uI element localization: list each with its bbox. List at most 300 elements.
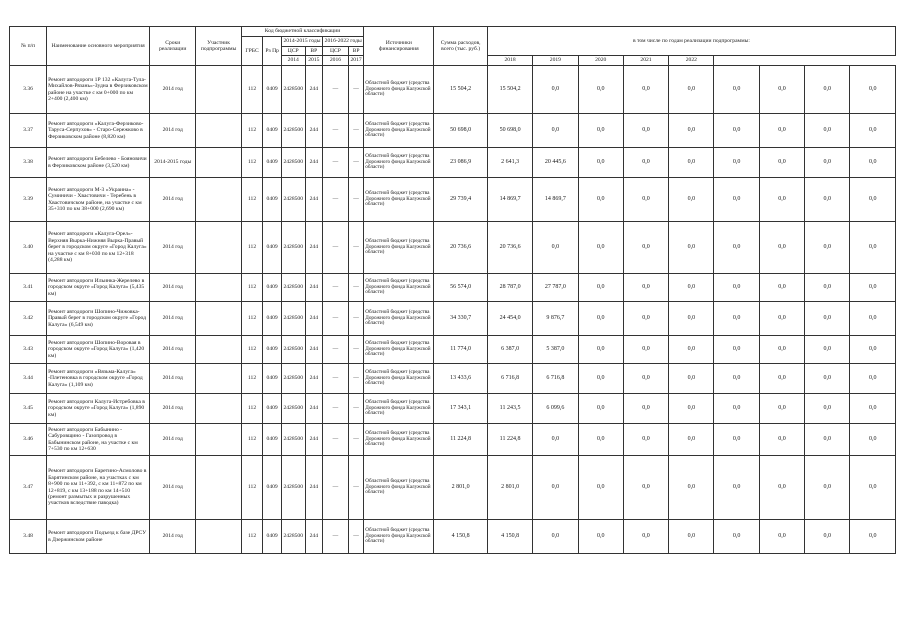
row-year-2015: 9 876,7	[533, 302, 578, 336]
header-sources: Источники финансирования	[364, 27, 434, 66]
row-source: Областной бюджет (средства Дорожного фонда Калужской области)	[364, 364, 434, 394]
row-vr: 244	[305, 424, 323, 456]
row-year-2016: 0,0	[578, 520, 623, 554]
row-source: Областной бюджет (средства Дорожного фонда Калужской области)	[364, 66, 434, 114]
row-vr-2: —	[348, 222, 363, 274]
row-year-2017: 0,0	[623, 274, 668, 302]
row-vr: 244	[305, 336, 323, 364]
row-name: Ремонт автодороги Бабынино - Сабуровщино - Газопровод в Бабынинском районе, на участке с км 7+530 по км 12+630	[47, 424, 150, 456]
row-grbs: 112	[241, 424, 263, 456]
header-year-2016: 2016	[323, 56, 349, 66]
row-year-2021: 0,0	[805, 424, 850, 456]
row-year-2021: 0,0	[805, 178, 850, 222]
row-vr-2: —	[348, 302, 363, 336]
header-year-2017: 2017	[348, 56, 363, 66]
row-year-2016: 0,0	[578, 364, 623, 394]
row-year-2019: 0,0	[714, 394, 759, 424]
row-year-2014: 50 698,0	[487, 114, 532, 148]
row-number: 3.45	[10, 394, 47, 424]
row-year-2015: 6 099,6	[533, 394, 578, 424]
row-year-2021: 0,0	[805, 114, 850, 148]
row-grbs: 112	[241, 302, 263, 336]
row-csr: 2428500	[281, 302, 305, 336]
row-year-2019: 0,0	[714, 364, 759, 394]
row-grbs: 112	[241, 148, 263, 178]
row-year-2021: 0,0	[805, 222, 850, 274]
row-grbs: 112	[241, 520, 263, 554]
row-grbs: 112	[241, 336, 263, 364]
row-name: Ремонт автодороги «Вязьма-Калуга» -Плетеновка в городском округе «Город Калуга» (1,109 км)	[47, 364, 150, 394]
header-num: № п/п	[10, 27, 47, 66]
header-participants: Участник подпрограммы	[196, 27, 241, 66]
row-grbs: 112	[241, 222, 263, 274]
row-number: 3.43	[10, 336, 47, 364]
header-budget-code: Код бюджетной классификации	[241, 27, 364, 37]
row-year-2019: 0,0	[714, 456, 759, 520]
row-participant	[196, 364, 241, 394]
row-year-2014: 15 504,2	[487, 66, 532, 114]
header-by-years: в том числе по годам реализации подпрограммы:	[487, 27, 895, 56]
row-number: 3.37	[10, 114, 47, 148]
row-year-2019: 0,0	[714, 222, 759, 274]
row-year-2014: 6 716,8	[487, 364, 532, 394]
row-name: Ремонт автодороги «Калуга-Ферзиково-Таруса-Серпухов» - Старо-Сережково в Ферзиковском районе (8,820 км)	[47, 114, 150, 148]
header-rzpr: Рз Пр	[263, 37, 282, 66]
row-rzpr: 0409	[263, 148, 282, 178]
table-row	[10, 178, 896, 222]
row-total: 34 330,7	[434, 302, 488, 336]
row-source: Областной бюджет (средства Дорожного фонда Калужской области)	[364, 520, 434, 554]
table-row	[10, 302, 896, 336]
row-year-2018: 0,0	[669, 394, 714, 424]
header-period-2: 2016-2022 годы	[323, 37, 364, 47]
row-year-2018: 0,0	[669, 148, 714, 178]
row-number: 3.42	[10, 302, 47, 336]
row-csr-2: —	[323, 302, 349, 336]
row-year-2016: 0,0	[578, 114, 623, 148]
row-year-2016: 0,0	[578, 222, 623, 274]
row-participant	[196, 520, 241, 554]
row-participant	[196, 336, 241, 364]
row-csr-2: —	[323, 364, 349, 394]
row-term: 2014 год	[150, 520, 196, 554]
row-year-2014: 4 150,8	[487, 520, 532, 554]
row-rzpr: 0409	[263, 364, 282, 394]
row-year-2022: 0,0	[850, 456, 896, 520]
row-term: 2014-2015 годы	[150, 148, 196, 178]
row-year-2022: 0,0	[850, 222, 896, 274]
row-year-2017: 0,0	[623, 520, 668, 554]
row-year-2019: 0,0	[714, 114, 759, 148]
row-year-2018: 0,0	[669, 222, 714, 274]
row-year-2014: 28 787,0	[487, 274, 532, 302]
row-year-2014: 11 224,8	[487, 424, 532, 456]
row-participant	[196, 424, 241, 456]
row-term: 2014 год	[150, 456, 196, 520]
row-year-2015: 0,0	[533, 114, 578, 148]
row-grbs: 112	[241, 66, 263, 114]
table-row	[10, 222, 896, 274]
row-rzpr: 0409	[263, 394, 282, 424]
row-year-2014: 20 736,6	[487, 222, 532, 274]
row-csr: 2428500	[281, 66, 305, 114]
row-vr: 244	[305, 302, 323, 336]
row-total: 56 574,0	[434, 274, 488, 302]
row-source: Областной бюджет (средства Дорожного фонда Калужской области)	[364, 274, 434, 302]
row-rzpr: 0409	[263, 424, 282, 456]
row-number: 3.38	[10, 148, 47, 178]
row-csr-2: —	[323, 148, 349, 178]
row-term: 2014 год	[150, 274, 196, 302]
table-row	[10, 274, 896, 302]
row-year-2019: 0,0	[714, 424, 759, 456]
row-source: Областной бюджет (средства Дорожного фонда Калужской области)	[364, 114, 434, 148]
row-year-2017: 0,0	[623, 66, 668, 114]
row-csr: 2428500	[281, 222, 305, 274]
row-year-2017: 0,0	[623, 114, 668, 148]
row-csr-2: —	[323, 66, 349, 114]
row-vr: 244	[305, 178, 323, 222]
row-vr: 244	[305, 520, 323, 554]
row-year-2016: 0,0	[578, 148, 623, 178]
row-year-2022: 0,0	[850, 302, 896, 336]
row-vr-2: —	[348, 178, 363, 222]
row-year-2022: 0,0	[850, 336, 896, 364]
row-csr: 2428500	[281, 178, 305, 222]
row-year-2019: 0,0	[714, 302, 759, 336]
row-year-2016: 0,0	[578, 66, 623, 114]
row-source: Областной бюджет (средства Дорожного фонда Калужской области)	[364, 148, 434, 178]
row-year-2020: 0,0	[759, 302, 804, 336]
table-row	[10, 66, 896, 114]
row-year-2017: 0,0	[623, 148, 668, 178]
row-participant	[196, 222, 241, 274]
row-year-2015: 20 445,6	[533, 148, 578, 178]
row-term: 2014 год	[150, 178, 196, 222]
row-year-2016: 0,0	[578, 424, 623, 456]
row-year-2017: 0,0	[623, 222, 668, 274]
row-name: Ремонт автодороги Шопино-Чижовка-Правый берег в городском округе «Город Калуга» (6,549 км)	[47, 302, 150, 336]
row-year-2019: 0,0	[714, 274, 759, 302]
row-vr: 244	[305, 114, 323, 148]
row-number: 3.36	[10, 66, 47, 114]
row-source: Областной бюджет (средства Дорожного фонда Калужской области)	[364, 424, 434, 456]
row-total: 29 739,4	[434, 178, 488, 222]
row-year-2014: 6 387,0	[487, 336, 532, 364]
row-grbs: 112	[241, 364, 263, 394]
row-rzpr: 0409	[263, 302, 282, 336]
row-year-2017: 0,0	[623, 336, 668, 364]
row-year-2018: 0,0	[669, 178, 714, 222]
row-year-2020: 0,0	[759, 274, 804, 302]
row-vr-2: —	[348, 336, 363, 364]
row-total: 11 774,0	[434, 336, 488, 364]
row-grbs: 112	[241, 114, 263, 148]
row-year-2021: 0,0	[805, 394, 850, 424]
row-participant	[196, 66, 241, 114]
row-vr-2: —	[348, 274, 363, 302]
row-year-2014: 11 243,5	[487, 394, 532, 424]
row-year-2015: 0,0	[533, 424, 578, 456]
table-row	[10, 520, 896, 554]
header-year-2019: 2019	[533, 56, 578, 66]
row-total: 17 343,1	[434, 394, 488, 424]
row-year-2020: 0,0	[759, 178, 804, 222]
row-term: 2014 год	[150, 364, 196, 394]
row-year-2020: 0,0	[759, 364, 804, 394]
row-term: 2014 год	[150, 66, 196, 114]
row-year-2014: 2 801,0	[487, 456, 532, 520]
row-name: Ремонт автодороги Баретино-Асмолово в Барятинском районе, на участках с км 8+900 по км 11+392, с км 11+872 по км 12+819, с км 13+188 по км 14+510 (ремонт размытых и разрушенных участков вследствие паводка)	[47, 456, 150, 520]
row-year-2022: 0,0	[850, 424, 896, 456]
row-name: Ремонт автодороги Бебелево - Бояновичи в Ферзиковском районе (3,520 км)	[47, 148, 150, 178]
row-year-2019: 0,0	[714, 178, 759, 222]
row-year-2018: 0,0	[669, 302, 714, 336]
row-source: Областной бюджет (средства Дорожного фонда Калужской области)	[364, 394, 434, 424]
header-vr-1: ВР	[305, 47, 323, 56]
row-number: 3.41	[10, 274, 47, 302]
row-year-2022: 0,0	[850, 274, 896, 302]
row-participant	[196, 148, 241, 178]
row-name: Ремонт автодороги 1Р 132 «Калуга-Тула-Михайлов-Рязань»-Зудна в Ферзиковском районе на участке с км 0+000 по км 2+400 (2,400 км)	[47, 66, 150, 114]
row-year-2017: 0,0	[623, 424, 668, 456]
row-vr-2: —	[348, 66, 363, 114]
row-year-2020: 0,0	[759, 456, 804, 520]
header-period-1: 2014-2015 годы	[281, 37, 322, 47]
row-vr: 244	[305, 274, 323, 302]
row-vr-2: —	[348, 114, 363, 148]
header-name: Наименование основного мероприятия	[47, 27, 150, 66]
row-year-2015: 14 869,7	[533, 178, 578, 222]
row-csr: 2428500	[281, 394, 305, 424]
row-year-2015: 6 716,8	[533, 364, 578, 394]
row-term: 2014 год	[150, 336, 196, 364]
row-term: 2014 год	[150, 302, 196, 336]
row-year-2014: 2 641,3	[487, 148, 532, 178]
row-name: Ремонт автодороги Калуга-Истребовка в городском округе «Город Калуга» (1,890 км)	[47, 394, 150, 424]
row-term: 2014 год	[150, 222, 196, 274]
row-rzpr: 0409	[263, 456, 282, 520]
row-rzpr: 0409	[263, 178, 282, 222]
row-total: 23 086,9	[434, 148, 488, 178]
row-rzpr: 0409	[263, 222, 282, 274]
row-participant	[196, 302, 241, 336]
row-year-2020: 0,0	[759, 148, 804, 178]
row-rzpr: 0409	[263, 520, 282, 554]
row-rzpr: 0409	[263, 336, 282, 364]
row-number: 3.48	[10, 520, 47, 554]
row-year-2022: 0,0	[850, 66, 896, 114]
row-name: Ремонт автодороги «Калуга-Орел»-Верхняя Вырка-Нижняя Вырка-Правый берег в городском округе «Город Калуга» на участке с км 8+030 по км 12+318 (4,288 км)	[47, 222, 150, 274]
row-number: 3.46	[10, 424, 47, 456]
row-year-2014: 14 869,7	[487, 178, 532, 222]
row-rzpr: 0409	[263, 66, 282, 114]
row-year-2014: 24 454,0	[487, 302, 532, 336]
table-row	[10, 394, 896, 424]
row-year-2022: 0,0	[850, 364, 896, 394]
row-total: 4 150,8	[434, 520, 488, 554]
header-year-2014: 2014	[281, 56, 305, 66]
row-year-2015: 0,0	[533, 222, 578, 274]
row-year-2018: 0,0	[669, 424, 714, 456]
header-total: Сумма расходов, всего (тыс. руб.)	[434, 27, 488, 66]
row-total: 15 504,2	[434, 66, 488, 114]
row-source: Областной бюджет (средства Дорожного фонда Калужской области)	[364, 302, 434, 336]
table-body	[10, 66, 896, 554]
row-year-2017: 0,0	[623, 456, 668, 520]
row-csr-2: —	[323, 456, 349, 520]
row-vr-2: —	[348, 520, 363, 554]
row-year-2016: 0,0	[578, 456, 623, 520]
row-year-2020: 0,0	[759, 520, 804, 554]
row-total: 50 698,0	[434, 114, 488, 148]
row-source: Областной бюджет (средства Дорожного фонда Калужской области)	[364, 178, 434, 222]
row-year-2018: 0,0	[669, 66, 714, 114]
header-year-2020: 2020	[578, 56, 623, 66]
row-year-2020: 0,0	[759, 114, 804, 148]
row-csr: 2428500	[281, 148, 305, 178]
row-vr: 244	[305, 148, 323, 178]
row-csr-2: —	[323, 222, 349, 274]
row-number: 3.44	[10, 364, 47, 394]
row-rzpr: 0409	[263, 274, 282, 302]
row-year-2015: 27 787,0	[533, 274, 578, 302]
table-row	[10, 364, 896, 394]
row-year-2016: 0,0	[578, 302, 623, 336]
row-name: Ремонт автодороги Ильинка-Жерелево в городском округе «Город Калуга» (5,435 км)	[47, 274, 150, 302]
row-year-2016: 0,0	[578, 178, 623, 222]
row-rzpr: 0409	[263, 114, 282, 148]
row-year-2020: 0,0	[759, 424, 804, 456]
row-source: Областной бюджет (средства Дорожного фонда Калужской области)	[364, 456, 434, 520]
row-year-2020: 0,0	[759, 394, 804, 424]
row-participant	[196, 456, 241, 520]
row-csr-2: —	[323, 394, 349, 424]
row-csr: 2428500	[281, 336, 305, 364]
row-year-2019: 0,0	[714, 336, 759, 364]
table-row	[10, 148, 896, 178]
row-year-2021: 0,0	[805, 274, 850, 302]
row-grbs: 112	[241, 178, 263, 222]
row-year-2016: 0,0	[578, 336, 623, 364]
row-year-2017: 0,0	[623, 302, 668, 336]
row-csr-2: —	[323, 336, 349, 364]
row-year-2022: 0,0	[850, 394, 896, 424]
row-year-2018: 0,0	[669, 364, 714, 394]
table-row	[10, 336, 896, 364]
row-year-2018: 0,0	[669, 520, 714, 554]
row-csr: 2428500	[281, 424, 305, 456]
row-year-2015: 0,0	[533, 456, 578, 520]
row-year-2019: 0,0	[714, 148, 759, 178]
row-participant	[196, 178, 241, 222]
row-year-2016: 0,0	[578, 274, 623, 302]
row-year-2021: 0,0	[805, 520, 850, 554]
row-year-2021: 0,0	[805, 336, 850, 364]
row-term: 2014 год	[150, 114, 196, 148]
row-year-2017: 0,0	[623, 178, 668, 222]
row-csr-2: —	[323, 520, 349, 554]
row-csr: 2428500	[281, 456, 305, 520]
row-total: 13 433,6	[434, 364, 488, 394]
row-number: 3.40	[10, 222, 47, 274]
row-year-2022: 0,0	[850, 520, 896, 554]
row-csr: 2428500	[281, 364, 305, 394]
row-year-2022: 0,0	[850, 178, 896, 222]
row-total: 11 224,8	[434, 424, 488, 456]
row-total: 20 736,6	[434, 222, 488, 274]
row-csr-2: —	[323, 114, 349, 148]
row-year-2018: 0,0	[669, 114, 714, 148]
row-grbs: 112	[241, 456, 263, 520]
row-vr: 244	[305, 364, 323, 394]
row-year-2020: 0,0	[759, 336, 804, 364]
table-row	[10, 114, 896, 148]
row-year-2016: 0,0	[578, 394, 623, 424]
row-name: Ремонт автодороги Подъезд к базе ДРСУ в Дзержинском районе	[47, 520, 150, 554]
row-year-2019: 0,0	[714, 520, 759, 554]
row-year-2021: 0,0	[805, 364, 850, 394]
row-number: 3.39	[10, 178, 47, 222]
header-vr-2: ВР	[348, 47, 363, 56]
row-csr: 2428500	[281, 520, 305, 554]
row-source: Областной бюджет (средства Дорожного фонда Калужской области)	[364, 222, 434, 274]
row-participant	[196, 394, 241, 424]
row-vr-2: —	[348, 456, 363, 520]
row-csr-2: —	[323, 424, 349, 456]
row-year-2017: 0,0	[623, 364, 668, 394]
row-vr-2: —	[348, 394, 363, 424]
row-grbs: 112	[241, 274, 263, 302]
budget-table	[9, 26, 896, 554]
row-source: Областной бюджет (средства Дорожного фонда Калужской области)	[364, 336, 434, 364]
row-csr-2: —	[323, 274, 349, 302]
row-term: 2014 год	[150, 424, 196, 456]
row-vr-2: —	[348, 364, 363, 394]
row-year-2015: 0,0	[533, 66, 578, 114]
row-vr: 244	[305, 394, 323, 424]
row-participant	[196, 274, 241, 302]
row-year-2021: 0,0	[805, 302, 850, 336]
row-vr: 244	[305, 456, 323, 520]
row-year-2018: 0,0	[669, 336, 714, 364]
row-term: 2014 год	[150, 394, 196, 424]
row-year-2021: 0,0	[805, 148, 850, 178]
row-vr: 244	[305, 66, 323, 114]
row-year-2018: 0,0	[669, 274, 714, 302]
row-year-2018: 0,0	[669, 456, 714, 520]
row-year-2020: 0,0	[759, 222, 804, 274]
header-term: Сроки реализации	[150, 27, 196, 66]
row-year-2020: 0,0	[759, 66, 804, 114]
row-vr: 244	[305, 222, 323, 274]
row-year-2015: 0,0	[533, 520, 578, 554]
row-year-2022: 0,0	[850, 148, 896, 178]
row-year-2021: 0,0	[805, 456, 850, 520]
row-number: 3.47	[10, 456, 47, 520]
header-year-2022: 2022	[669, 56, 714, 66]
row-name: Ремонт автодороги М-3 «Украина» - Суминичи - Хвастовичи - Теребень в Хвастовичском районе, на участке с км 35+310 по км 38+000 (2,690 км)	[47, 178, 150, 222]
table-header	[10, 27, 896, 66]
row-year-2022: 0,0	[850, 114, 896, 148]
table-row	[10, 424, 896, 456]
row-name: Ремонт автодороги Шопино-Воровая в городском округе «Город Калуга» (1,420 км)	[47, 336, 150, 364]
header-year-2015: 2015	[305, 56, 323, 66]
row-vr-2: —	[348, 424, 363, 456]
row-year-2019: 0,0	[714, 66, 759, 114]
row-csr-2: —	[323, 178, 349, 222]
header-grbs: ГРБС	[241, 37, 263, 66]
